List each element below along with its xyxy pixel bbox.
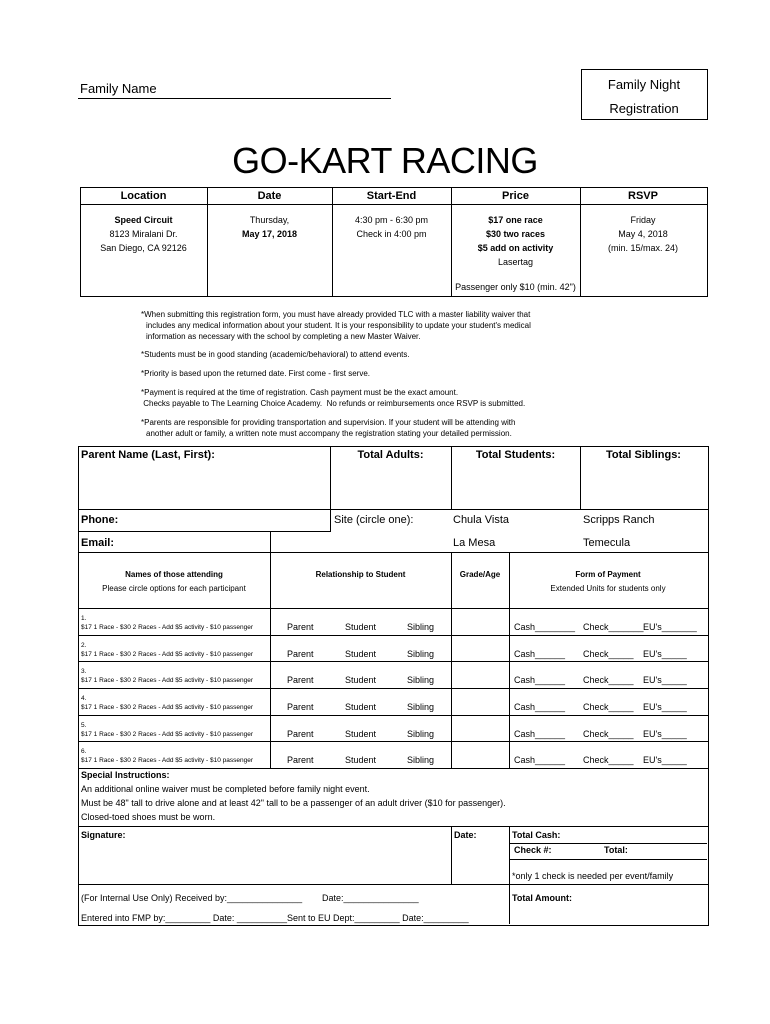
signature-label: Signature: (81, 830, 126, 840)
participant-number: 3. (81, 668, 87, 676)
total-students-field[interactable] (452, 463, 579, 508)
site-option-temecula[interactable]: Temecula (583, 537, 631, 549)
relationship-student[interactable]: Student (345, 702, 377, 712)
payment-cash[interactable]: Cash______ (514, 728, 566, 739)
participant-options[interactable]: $17 1 Race - $30 2 Races - Add $5 activity - $10 passenger (81, 624, 253, 631)
price-passenger: Passenger only $10 (min. 42") (455, 282, 576, 292)
col-grade-header: Grade/Age (459, 570, 501, 579)
payment-eus[interactable]: EU's_______ (643, 622, 697, 632)
participant-options[interactable]: $17 1 Race - $30 2 Races - Add $5 activity - $10 passenger (81, 704, 253, 711)
participant-number: 6. (81, 748, 87, 756)
email-label: Email: (81, 537, 115, 549)
total-cash-label: Total Cash: (512, 830, 561, 840)
total-amount-label: Total Amount: (512, 893, 572, 903)
participant-number: 5. (81, 721, 87, 729)
note-line: another adult or family, a written note must accompany the registration stating your detailed permission. (146, 429, 512, 438)
total-adults-field[interactable] (331, 463, 450, 508)
row-divider (78, 635, 708, 636)
col-relationship-header: Relationship to Student (315, 570, 406, 579)
note-line: includes any medical information about your student. It is your responsibility to update your student's medical (146, 321, 531, 330)
note-line: *Priority is based upon the returned date. First come - first serve. (141, 369, 370, 378)
payment-check[interactable]: Check_____ (583, 755, 634, 766)
header-price: Price (502, 190, 529, 202)
participant-number: 4. (81, 695, 87, 702)
total-siblings-label: Total Siblings: (606, 449, 681, 461)
header-start-end: Start-End (366, 190, 417, 202)
note-line: *Payment is required at the time of registration. Cash payment must be the exact amount. (141, 388, 459, 397)
event-day: Thursday, (249, 215, 290, 225)
special-instructions-title: Special Instructions: (81, 770, 170, 780)
payment-cash[interactable]: Cash______ (514, 755, 566, 766)
col-names-header: Names of those attending (125, 570, 223, 579)
payment-check[interactable]: Check_______ (583, 622, 644, 632)
total-students-label: Total Students: (475, 449, 556, 461)
family-night-box-line1: Family Night (607, 77, 681, 92)
price-addon: $5 add on activity (477, 243, 554, 253)
relationship-student[interactable]: Student (345, 622, 377, 632)
note-waiver (141, 309, 531, 342)
internal-date: Date:_______________ (322, 893, 419, 903)
note-line: Checks payable to The Learning Choice Academy. No refunds or reimbursements once RSVP is submitted. (141, 399, 526, 408)
check-total-label: Total: (604, 845, 628, 855)
participant-options[interactable]: $17 1 Race - $30 2 Races - Add $5 activity - $10 passenger (81, 730, 253, 738)
family-name-line (78, 98, 391, 99)
row-divider (78, 688, 708, 689)
payment-eus[interactable]: EU's_____ (643, 755, 687, 766)
grade-age-field[interactable] (452, 663, 508, 686)
parent-name-label: Parent Name (Last, First): (81, 449, 215, 461)
header-date: Date (257, 190, 282, 202)
participant-options[interactable]: $17 1 Race - $30 2 Races - Add $5 activity - $10 passenger (81, 677, 253, 685)
payment-eus[interactable]: EU's_____ (643, 702, 687, 712)
family-name-label: Family Name (80, 81, 157, 96)
check-note: *only 1 check is needed per event/family (512, 871, 674, 881)
site-label: Site (circle one): (334, 514, 414, 526)
family-night-box-line2: Registration (609, 101, 679, 116)
relationship-sibling[interactable]: Sibling (407, 648, 435, 659)
payment-eus[interactable]: EU's_____ (643, 675, 687, 686)
header-rsvp: RSVP (628, 190, 658, 202)
note-good-standing (141, 349, 410, 360)
relationship-parent[interactable]: Parent (287, 728, 314, 739)
relationship-sibling[interactable]: Sibling (407, 675, 435, 686)
row-divider (78, 661, 708, 662)
price-activity: Lasertag (497, 257, 534, 267)
col-payment-subheader: Extended Units for students only (550, 584, 666, 593)
special-instruction-line: An additional online waiver must be completed before family night event. (81, 784, 370, 794)
payment-cash[interactable]: Cash______ (514, 675, 566, 686)
grade-age-field[interactable] (452, 717, 508, 740)
payment-cash[interactable]: Cash________ (514, 622, 576, 632)
total-siblings-field[interactable] (581, 463, 706, 508)
col-names-subheader: Please circle options for each participant (102, 584, 246, 593)
parent-name-field[interactable] (79, 463, 329, 508)
note-priority (141, 368, 370, 379)
payment-cash[interactable]: Cash______ (514, 648, 566, 659)
relationship-parent[interactable]: Parent (287, 755, 314, 766)
relationship-student[interactable]: Student (345, 755, 377, 766)
relationship-student[interactable]: Student (345, 648, 377, 659)
location-city: San Diego, CA 92126 (100, 243, 187, 253)
relationship-student[interactable]: Student (345, 728, 377, 739)
relationship-sibling[interactable]: Sibling (407, 622, 435, 632)
relationship-parent[interactable]: Parent (287, 702, 314, 712)
grade-age-field[interactable] (452, 690, 508, 713)
header-location: Location (120, 190, 167, 202)
date-label: Date: (454, 830, 477, 840)
email-field[interactable] (125, 533, 268, 551)
location-street: 8123 Miralani Dr. (109, 229, 178, 239)
rsvp-date: May 4, 2018 (618, 229, 668, 239)
special-instruction-line: Must be 48" tall to drive alone and at least 42" tall to be a passenger of an adult driver ($10 for passenger). (81, 798, 506, 808)
signature-field[interactable] (135, 828, 447, 882)
note-line: information as necessary with the school by completing a new Master Waiver. (146, 332, 421, 341)
price-two-races: $30 two races (485, 229, 546, 239)
relationship-sibling[interactable]: Sibling (407, 702, 435, 712)
event-date: May 17, 2018 (241, 229, 298, 239)
note-line: *When submitting this registration form, you must have already provided TLC with a master liability waiver that (141, 310, 531, 319)
entered-into-fmp: Entered into FMP by:_________ Date: __________Sent to EU Dept:_________ Date:_________ (81, 913, 469, 923)
note-parents (141, 417, 515, 439)
relationship-sibling[interactable]: Sibling (407, 755, 435, 766)
event-checkin: Check in 4:00 pm (356, 229, 427, 239)
total-adults-label: Total Adults: (357, 449, 424, 461)
payment-check[interactable]: Check_____ (583, 675, 634, 686)
site-option-scripps-ranch[interactable]: Scripps Ranch (583, 514, 655, 526)
rsvp-limits: (min. 15/max. 24) (607, 243, 679, 253)
phone-label: Phone: (81, 514, 119, 526)
note-line: *Students must be in good standing (academic/behavioral) to attend events. (141, 350, 410, 359)
check-number-label: Check #: (514, 845, 552, 855)
participant-options[interactable]: $17 1 Race - $30 2 Races - Add $5 activity - $10 passenger (81, 650, 253, 658)
relationship-parent[interactable]: Parent (287, 622, 314, 632)
col-payment-header: Form of Payment (575, 570, 641, 579)
payment-eus[interactable]: EU's_____ (643, 648, 687, 659)
location-name: Speed Circuit (114, 215, 173, 225)
internal-received-by: (For Internal Use Only) Received by:_______________ (81, 893, 303, 903)
page-title: GO-KART RACING (232, 140, 538, 181)
payment-cash[interactable]: Cash______ (514, 702, 566, 712)
rsvp-day: Friday (630, 215, 656, 225)
relationship-sibling[interactable]: Sibling (407, 728, 435, 739)
row-divider (78, 715, 708, 716)
site-option-chula-vista[interactable]: Chula Vista (453, 514, 510, 526)
participant-number: 2. (81, 641, 87, 649)
relationship-parent[interactable]: Parent (287, 675, 314, 686)
note-line: *Parents are responsible for providing transportation and supervision. If your student will be attending with (141, 418, 516, 427)
special-instruction-line: Closed-toed shoes must be worn. (81, 812, 216, 822)
relationship-student[interactable]: Student (345, 675, 377, 686)
event-time: 4:30 pm - 6:30 pm (354, 215, 429, 225)
relationship-parent[interactable]: Parent (287, 648, 314, 659)
grade-age-field[interactable] (452, 743, 508, 766)
payment-check[interactable]: Check_____ (583, 728, 634, 739)
site-option-la-mesa[interactable]: La Mesa (453, 537, 496, 549)
note-payment (141, 387, 525, 409)
price-one-race: $17 one race (488, 215, 543, 225)
grade-age-field[interactable] (452, 610, 508, 633)
payment-check[interactable]: Check_____ (583, 648, 634, 659)
payment-check[interactable]: Check_____ (583, 702, 634, 712)
payment-eus[interactable]: EU's_____ (643, 728, 687, 739)
row-divider (78, 741, 708, 742)
participant-options[interactable]: $17 1 Race - $30 2 Races - Add $5 activity - $10 passenger (81, 757, 253, 765)
participant-number: 1. (81, 615, 87, 622)
phone-field[interactable] (125, 511, 328, 530)
grade-age-field[interactable] (452, 637, 508, 660)
